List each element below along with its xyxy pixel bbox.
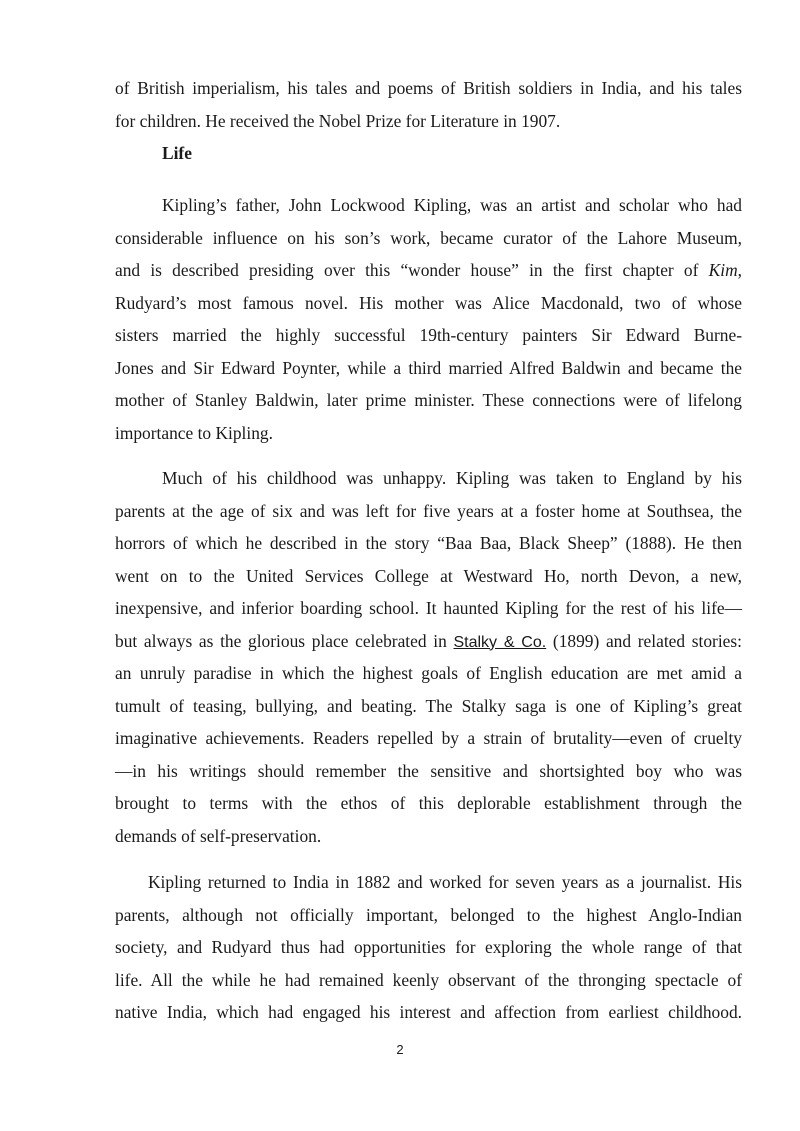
text-line: demands of self-preservation.	[115, 825, 322, 846]
text-line: Kipling returned to India in 1882 and worked for seven years as a journalist. His	[148, 872, 742, 892]
stalky-link[interactable]: Stalky & Co.	[453, 633, 547, 651]
text-line: native India, which had engaged his interest and affection from earliest childhood.	[115, 1002, 742, 1022]
text-line: Much of his childhood was unhappy. Kipling was taken to England by his	[162, 468, 742, 488]
paragraph-india	[115, 866, 742, 1029]
text-line: parents at the age of six and was left for five years at a foster home at Southsea, the	[115, 500, 742, 521]
text-line: Jones and Sir Edward Poynter, while a third married Alfred Baldwin and became the	[115, 357, 742, 378]
text-line: mother of Stanley Baldwin, later prime minister. These connections were of lifelong	[115, 390, 742, 410]
section-heading: Life	[162, 143, 192, 163]
text-line: tumult of teasing, bullying, and beating. The Stalky saga is one of Kipling’s great	[115, 695, 742, 716]
paragraph-childhood	[115, 462, 742, 852]
text-span: ,	[737, 260, 742, 280]
text-line: importance to Kipling.	[115, 422, 273, 443]
text-line: horrors of which he described in the story “Baa Baa, Black Sheep” (1888). He then	[115, 533, 742, 553]
page-number: 2	[396, 1042, 404, 1057]
text-line	[115, 625, 742, 658]
text-line: Rudyard’s most famous novel. His mother was Alice Macdonald, two of whose	[115, 292, 742, 313]
paragraph-father	[115, 189, 742, 449]
text-line: considerable influence on his son’s work, became curator of the Lahore Museum,	[115, 227, 742, 248]
text-line: for children. He received the Nobel Prize for Literature in 1907.	[115, 110, 561, 131]
intro-paragraph	[115, 72, 742, 137]
text-line: inexpensive, and inferior boarding school. It haunted Kipling for the rest of his life—	[115, 598, 742, 618]
text-line: went on to the United Services College at Westward Ho, north Devon, a new,	[115, 565, 742, 586]
text-line: imaginative achievements. Readers repelled by a strain of brutality—even of cruelty	[115, 728, 742, 748]
text-span: and is described presiding over this “wonder house” in the first chapter of	[115, 260, 709, 280]
text-line: Kipling’s father, John Lockwood Kipling, was an artist and scholar who had	[162, 195, 742, 215]
text-line: brought to terms with the ethos of this deplorable establishment through the	[115, 793, 742, 813]
text-line: parents, although not officially important, belonged to the highest Anglo-Indian	[115, 904, 742, 925]
text-span: (1899) and related stories:	[546, 630, 743, 651]
text-line: sisters married the highly successful 19th-century painters Sir Edward Burne-	[115, 325, 742, 345]
text-line: society, and Rudyard thus had opportunities for exploring the whole range of that	[115, 937, 742, 957]
text-line: an unruly paradise in which the highest goals of English education are met amid a	[115, 663, 742, 683]
text-line	[115, 254, 742, 287]
text-line: life. All the while he had remained keenly observant of the thronging spectacle of	[115, 969, 742, 990]
text-line: —in his writings should remember the sensitive and shortsighted boy who was	[115, 760, 742, 781]
text-span: but always as the glorious place celebrated in	[115, 630, 454, 651]
italic-title: Kim	[708, 260, 738, 280]
text-line: of British imperialism, his tales and poems of British soldiers in India, and his tales	[115, 78, 742, 98]
